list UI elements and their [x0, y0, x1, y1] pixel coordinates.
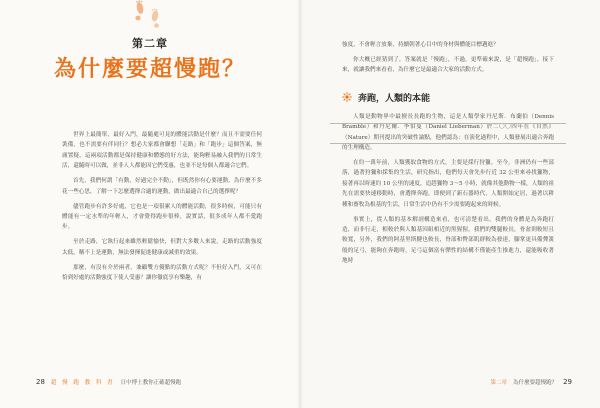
section-heading [342, 91, 554, 104]
footer-chapter-title: 為什麼要超慢跑？ [513, 380, 558, 386]
paragraph: 世界上最簡單，最好入門，最隨處可見的體能活動是什麼？而且不需要任何裝備，也不需要有伴同行？想必大家都會聯想「走路」和「跑步」這個答案，無庸置疑，這兩項活動都是保持健康和體態的好方法，能夠輕易融入我們的日常生活，還隨時可以做，並非人人都能因它們受惠，也並不是每個人都適合它們。 [62, 132, 262, 170]
section-rule-top [330, 123, 566, 124]
section-rule-bottom [330, 143, 566, 144]
right-body-text [342, 40, 554, 271]
paragraph: 首先，我們何謂「有動，好過完全不動」，但既然你有心要運動，為什麼不多花一些心思，了解一下怎麼選擇合適的運動，做出最適合自己的選擇呢？ [62, 178, 262, 195]
page-number: 28 [36, 378, 45, 386]
footprints-icon [128, 0, 168, 34]
right-footer [491, 378, 572, 386]
page-number: 29 [563, 378, 572, 386]
sun-burst-icon [342, 92, 352, 102]
chapter-title: 為什麼要超慢跑？ [53, 57, 246, 82]
left-footer [36, 378, 181, 386]
left-body-text [62, 130, 262, 288]
paragraph: 事實上，從人類的基本解剖構造來看，也可清楚看出，我們的身體是為奔跑打造，而非行走，相較於與人類基因組相近的黑猩猩，我們的雙腿較長，骨盆則較短且較寬，另外，我們的阿基里斯腱也較長，脊部和臀部肌群較為發達，腳掌更具備彈簧般的足弓，能夠在奔跑時，足弓這個富有彈性的結構不僅能產生推進力，還能吸收著地時 [342, 216, 554, 265]
paragraph: 人類是動物界中最擅長長跑的生物，這是人類學家丹尼斯．布蘭伯（Dennis Bramble）和丹尼爾．李伯曼（Daniel Lieberman）於二〇〇四年在《自然》（Nature）期刊提出的突破性論點，他們認為：在演化過程中，人類發展出適合奔跑的生理構造。 [342, 113, 554, 152]
paragraph: 至於走路，它執行起來雖然輕鬆愉快，但對大多數人來說，走路的活動強度太低，稱不上是運動，無法發揮促進健康或減重的效果。 [62, 239, 262, 256]
paragraph: 在約一萬年前，人類獲取食物的方式，主要是採行狩獵。至今，非洲仍有一些部落，過著狩獵和採集的生活，研究指出，他們每天會先步行近 32 公里來尋找獵物，接著再以時速約 10 公里的速度，追趕獵物 3～5 小時，就像其他動物一樣，人類的祖先在需要快速移動時，會選擇奔跑，即便到了新石器時代，人類開始定居，過著以耕種和畜牧為根基的生活，日常生活中仍有不少需要跑起來的時候。 [342, 160, 554, 208]
book-name: 超 慢 跑 教 科 書 [50, 380, 115, 386]
section-title: 奔跑，人類的本能 [358, 93, 431, 104]
paragraph: 強度，不會輕言放棄，持續朝著心目中的身材與體能目標邁進？ [342, 42, 499, 48]
paragraph: 儘管跑步有許多好處，它也是一項很累人的體能活動，很多時候，可能只有體能有一定水準的年輕人，才會覺得跑步很棒，說實話，很多成年人都不愛跑步。 [62, 203, 262, 231]
book-subtitle: 日中博士教你正確超慢跑 [120, 380, 182, 386]
chapter-label: 第二章 [132, 37, 168, 50]
paragraph: 那麼，有沒有介於兩者，兼顧雙方優點的活動方式呢？不但好入門，又可在恰到好處的活動強度下使人受惠？讓你徹底享有樂趣，有 [62, 264, 262, 282]
paragraph: 你大概已經猜到了，答案就是「慢跑」，不過，更準確來說，是「超慢跑」，接下來，就讓我們來看看，為什麼它是最適合大家的活動方式。 [342, 57, 554, 74]
footer-chapter-ref: 第二章 [490, 380, 508, 386]
